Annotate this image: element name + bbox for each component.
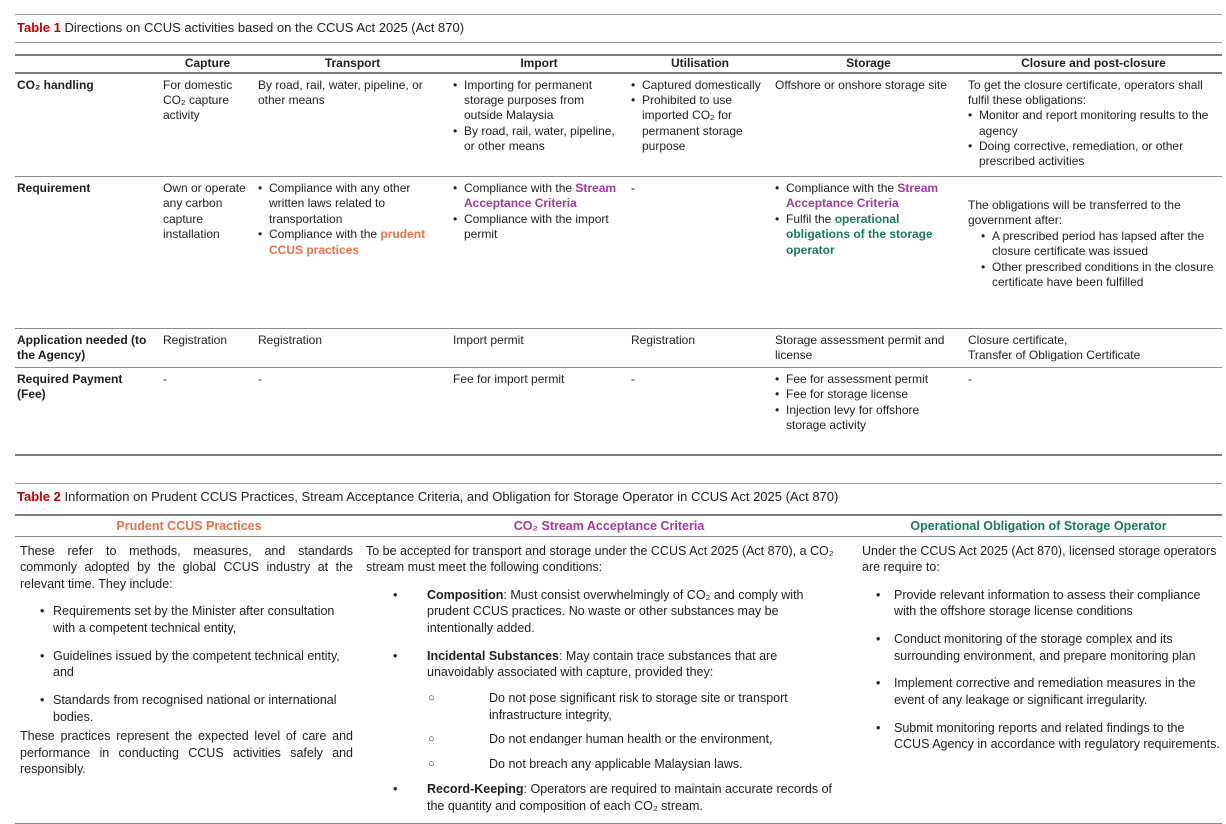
cell-utilisation: - — [631, 181, 635, 196]
cell-storage: Storage assessment permit and license — [775, 333, 945, 363]
cell-capture: For domestic CO₂ capture activity — [163, 77, 233, 123]
table1-col-utilisation: Utilisation — [670, 56, 729, 71]
cell-closure: To get the closure certificate, operators shall fulfil these obligations: • Monitor and report monitoring results to the agency • Doing corrective, remediation, or other prescribed activities — [965, 73, 1222, 177]
table1-col-rowlabel — [15, 55, 160, 72]
circle-bullet-icon: ○ — [428, 733, 435, 746]
bullet-list: • Fee for assessment permit • Fee for storage license • Injection levy for offshore storage activity — [775, 371, 929, 432]
row-label-payment: Required Payment (Fee) — [17, 371, 123, 402]
cell-transport: By road, rail, water, pipeline, or other means — [258, 77, 423, 107]
disc-bullet-icon: • — [258, 181, 263, 196]
cell-capture: Own or operate any carbon capture installation — [163, 181, 246, 242]
bullet-list: • A prescribed period has lapsed after the closure certificate was issued • Other prescribed conditions in the closure certificate have been fulfilled — [981, 228, 1214, 289]
cell-transport — [255, 177, 450, 329]
row-label-application: Application needed (to the Agency) — [17, 333, 147, 363]
table2-col-storage-obligation: Operational Obligation of Storage Operator — [910, 518, 1167, 533]
table1-col-storage: Storage — [846, 56, 891, 71]
bullet-list: • Provide relevant information to assess their compliance with the offshore storage license conditions • Conduct monitoring of the storage complex and its surrounding environment, and prepare monitoring plan • Implement corrective and remediation measures in the event of any leakage or significant irregularity. • Submit monitoring reports and related findings to the CCUS Agency in accordance with regulatory requirements. — [876, 587, 1220, 752]
disc-bullet-icon: • — [258, 227, 263, 242]
bullet-list: • Compliance with the Stream Acceptance Criteria • Compliance with the import permit — [453, 181, 617, 242]
table1-title-text: Directions on CCUS activities based on the CCUS Act 2025 (Act 870) — [64, 20, 465, 35]
bullet-list: ○ Do not pose significant risk to storage site or transport infrastructure integrity, ○ Do not endanger human health or the environment, ○ Do not breach any applicable Malaysian laws. — [428, 690, 788, 771]
disc-bullet-icon: • — [775, 181, 780, 196]
table2-information — [15, 514, 1222, 824]
cell-utilisation — [628, 73, 772, 177]
row-label-requirement: Requirement — [17, 181, 91, 196]
cell-import — [450, 177, 628, 329]
cell-transport: Registration — [258, 333, 323, 348]
cell-import — [450, 73, 628, 177]
row-label-co2-handling: CO₂ handling — [17, 77, 94, 92]
disc-bullet-icon: • — [453, 123, 458, 138]
table1-row-application — [15, 329, 1222, 368]
disc-bullet-icon: • — [775, 211, 780, 226]
table1-directions — [15, 54, 1222, 456]
disc-bullet-icon: • — [968, 139, 973, 154]
bullet-list: • Compliance with any other written laws related to transportation • Compliance with the prudent CCUS practices — [258, 181, 426, 257]
disc-bullet-icon: • — [393, 587, 398, 602]
table1-col-import: Import — [520, 56, 558, 71]
cell-storage — [772, 177, 965, 329]
disc-bullet-icon: • — [981, 259, 986, 274]
disc-bullet-icon: • — [453, 211, 458, 226]
table1-col-transport: Transport — [324, 56, 381, 71]
disc-bullet-icon: • — [775, 387, 780, 402]
table2-cell-storage-obligation: Under the CCUS Act 2025 (Act 870), licensed storage operators are require to: • Provide relevant information to assess their compliance with the offshore storage license conditions • Conduct monitoring of the storage complex and its surrounding environment, and prepare monitoring plan • Implement corrective and remediation measures in the event of any leakage or significant irregularity. • Submit monitoring reports and related findings to the CCUS Agency in accordance with regulatory requirements. — [862, 543, 1220, 752]
disc-bullet-icon: • — [393, 648, 398, 663]
table1-header-row — [15, 55, 1222, 72]
cell-closure: The obligations will be transferred to the government after: • A prescribed period has lapsed after the closure certificate was issued • Other prescribed conditions in the closure certificate have been fulfilled — [968, 198, 1214, 289]
disc-bullet-icon: • — [876, 587, 881, 602]
cell-closure: - — [968, 371, 972, 386]
disc-bullet-icon: • — [968, 108, 973, 123]
bullet-list: • Composition: Must consist overwhelmingly of CO₂ and comply with prudent CCUS practices. No waste or other substances may be intentionally added. • Incidental Substances: May contain trace substances that are unavoidably associated with capture, provided they: — [393, 587, 804, 680]
bullet-list: • Requirements set by the Minister after consultation with a competent technical entity, • Guidelines issued by the competent technical entity, and • Standards from recognised national or international bodies. — [40, 604, 340, 724]
disc-bullet-icon: • — [876, 676, 881, 691]
circle-bullet-icon: ○ — [428, 757, 435, 770]
disc-bullet-icon: • — [453, 181, 458, 196]
disc-bullet-icon: • — [40, 604, 45, 619]
table2-cell-stream-criteria: To be accepted for transport and storage under the CCUS Act 2025 (Act 870), a CO₂ stream must meet the following conditions: • Composition: Must consist overwhelmingly of CO₂ and comply with prudent CCUS practices. No waste or other substances may be intentionally added. • Incidental Substances: May contain trace substances that are unavoidably associated with capture, provided they: ○ Do not pose significant risk to storage site or transport infrastructure integrity, ○ Do not endanger human health or the environment, ○ Do not breach any applicable Malaysian laws. • Record-Keeping: Operators are required to maintain accurate records of the quantity and composition of each CO₂ stream. — [363, 543, 855, 815]
table1-row-payment — [15, 367, 1222, 455]
disc-bullet-icon: • — [775, 402, 780, 417]
cell-closure: Closure certificate, Transfer of Obligation Certificate — [968, 333, 1141, 363]
disc-bullet-icon: • — [631, 77, 636, 92]
cell-capture: - — [163, 371, 167, 386]
cell-import: Import permit — [453, 333, 524, 348]
cell-transport: - — [258, 371, 262, 386]
table2-title — [15, 483, 1222, 513]
table1-row-requirement — [15, 177, 1222, 329]
disc-bullet-icon: • — [453, 77, 458, 92]
cell-storage: Offshore or onshore storage site — [775, 77, 947, 92]
table2-title-text: Information on Prudent CCUS Practices, Stream Acceptance Criteria, and Obligation for Storage Operator in CCUS Act 2025 (Act 870) — [64, 489, 839, 505]
table1-label: Table 1 — [17, 20, 61, 35]
table1-title — [15, 14, 1222, 43]
disc-bullet-icon: • — [981, 228, 986, 243]
bullet-list: • Monitor and report monitoring results to the agency • Doing corrective, remediation, or other prescribed activities — [968, 108, 1209, 169]
table1-col-capture: Capture — [184, 56, 231, 71]
disc-bullet-icon: • — [393, 782, 398, 797]
table2-body — [15, 537, 1222, 823]
cell-capture: Registration — [163, 333, 228, 348]
disc-bullet-icon: • — [775, 371, 780, 386]
table1-col-closure: Closure and post-closure — [1021, 56, 1166, 71]
bullet-list: • Record-Keeping: Operators are required to maintain accurate records of the quantity and composition of each CO₂ stream. — [393, 782, 833, 814]
table2-header-row — [15, 516, 1222, 537]
disc-bullet-icon: • — [40, 648, 45, 663]
cell-utilisation: Registration — [631, 333, 696, 348]
table2-label: Table 2 — [17, 489, 61, 505]
circle-bullet-icon: ○ — [428, 691, 435, 704]
disc-bullet-icon: • — [631, 92, 636, 107]
cell-import: Fee for import permit — [453, 371, 565, 386]
cell-utilisation: - — [631, 371, 635, 386]
disc-bullet-icon: • — [876, 720, 881, 735]
bullet-list: • Compliance with the Stream Acceptance Criteria • Fulfil the operational obligations of the storage operator — [775, 181, 939, 257]
cell-storage — [772, 367, 965, 455]
disc-bullet-icon: • — [876, 632, 881, 647]
table1-row-co2-handling — [15, 73, 1222, 177]
table2-col-prudent-practices: Prudent CCUS Practices — [116, 518, 262, 533]
table2-col-stream-criteria: CO₂ Stream Acceptance Criteria — [513, 518, 705, 533]
bullet-list: • Captured domestically • Prohibited to use imported CO₂ for permanent storage purpose — [631, 77, 761, 154]
disc-bullet-icon: • — [40, 692, 45, 707]
table2-cell-prudent-practices: These refer to methods, measures, and standards commonly adopted by the global CCUS industry at the relevant time. They include: • Requirements set by the Minister after consultation with a competent technical entity, • Guidelines issued by the competent technical entity, and • Standards from recognised national or international bodies. These practices represent the expected level of care and performance in conducting CCUS activities safely and responsibly. — [20, 543, 353, 777]
bullet-list: • Importing for permanent storage purposes from outside Malaysia • By road, rail, water, pipeline, or other means — [453, 77, 615, 154]
